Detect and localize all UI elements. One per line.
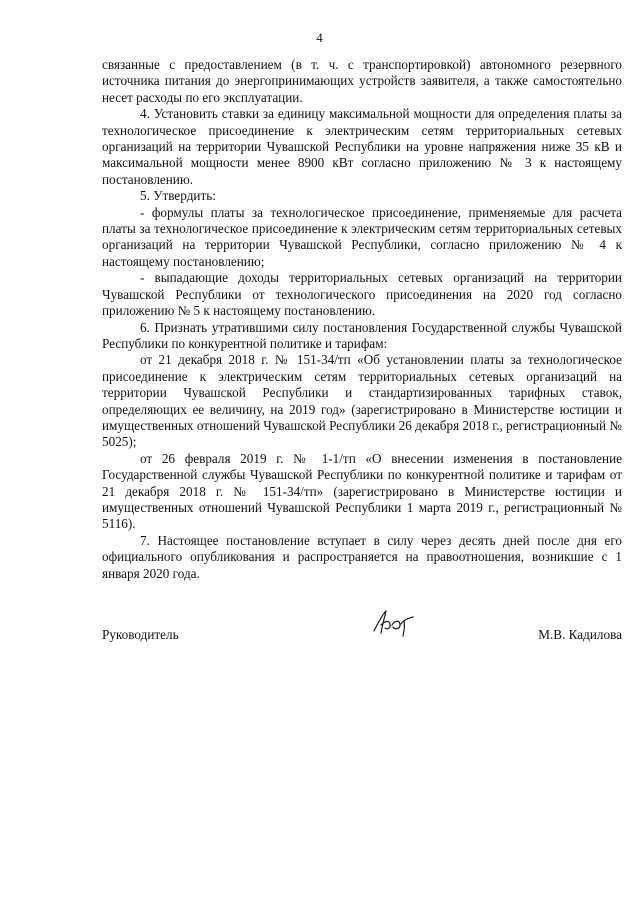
paragraph-item-5-formulas: - формулы платы за технологическое присоединение, применяемые для расчета платы за технологическое присоединение к электрическим сетям территориальных сетевых организаций на территории Чувашской Республики, согласно приложению № 4 к настоящему постановлению; xyxy=(102,204,622,269)
paragraph-item-5-revenues: - выпадающие доходы территориальных сетевых организаций на территории Чувашской Республики от технологического присоединения на 2020 год согласно приложению № 5 к настоящему постановлению. xyxy=(102,270,622,319)
paragraph-item-4: 4. Установить ставки за единицу максимальной мощности для определения платы за технологическое присоединение к электрическим сетям территориальных сетевых организаций на территории Чувашской Республики на уровне напряжения ниже 35 кВ и максимальной мощности менее 8900 кВт согласно приложению № 3 к настоящему постановлению. xyxy=(102,106,622,187)
paragraph-item-6: 6. Признать утратившими силу постановления Государственной службы Чувашской Республики по конкурентной политике и тарифам: xyxy=(102,319,622,351)
document-body xyxy=(102,57,622,582)
paragraph-item-5: 5. Утвердить: xyxy=(140,188,216,204)
paragraph-item-7: 7. Настоящее постановление вступает в силу через десять дней после дня его официального опубликования и распространяется на правоотношения, возникшие с 1 января 2020 года. xyxy=(102,532,622,581)
paragraph-continuation: связанные с предоставлением (в т. ч. с транспортировкой) автономного резервного источника питания до энергопринимающих устройств заявителя, а также самостоятельно несет расходы по его эксплуатации. xyxy=(102,57,622,105)
paragraph-item-6-resolution-2: от 26 февраля 2019 г. № 1-1/тп «О внесении изменения в постановление Государственной службы Чувашской Республики по конкурентной политике и тарифам от 21 декабря 2018 г. № 151-34/тп» (зарегистрировано в Министерстве юстиции и имущественных отношений Чувашской Республики 1 марта 2019 г., регистрационный № 5116). xyxy=(102,450,622,532)
signatory-name: М.В. Кадилова xyxy=(538,627,622,642)
signatory-position: Руководитель xyxy=(102,627,179,642)
handwritten-signature xyxy=(370,605,418,637)
signature-block xyxy=(102,627,622,647)
paragraph-item-6-resolution-1: от 21 декабря 2018 г. № 151-34/тп «Об установлении платы за технологическое присоединение к электрическим сетям территориальных сетевых организаций на территории Чувашской Республики и стандартизированных тарифных ставок, определяющих ее величину, на 2019 год» (зарегистрировано в Министерстве юстиции и имущественных отношений Чувашской Республики 26 декабря 2018 г., регистрационный № 5025); xyxy=(102,352,622,450)
page-number: 4 xyxy=(316,30,323,45)
